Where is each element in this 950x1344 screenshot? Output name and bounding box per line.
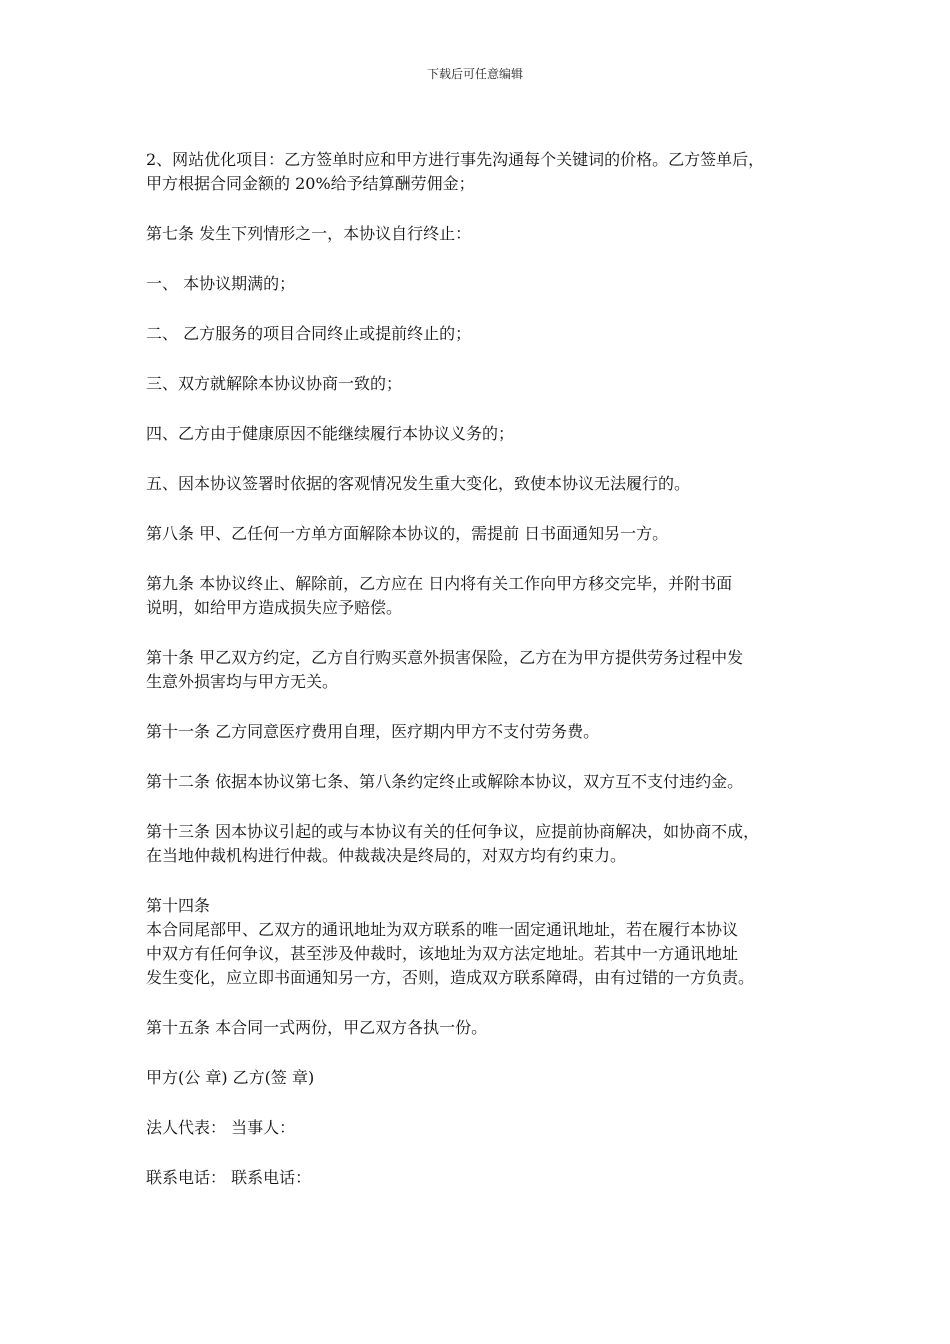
paragraph-line: 甲方(公 章) 乙方(签 章): [146, 1068, 315, 1087]
paragraph-line: 四、乙方由于健康原因不能继续履行本协议义务的；: [146, 424, 515, 443]
paragraph-line: 中双方有任何争议，甚至涉及仲裁时，该地址为双方法定地址。若其中一方通讯地址: [146, 944, 739, 963]
paragraph-line: 第十一条 乙方同意医疗费用自理，医疗期内甲方不支付劳务费。: [146, 722, 600, 741]
paragraph-line: 三、双方就解除本协议协商一致的；: [146, 374, 403, 393]
paragraph-line: 说明，如给甲方造成损失应予赔偿。: [146, 598, 403, 617]
paragraph: [146, 148, 826, 196]
paragraph-line: 2、网站优化项目：乙方签单时应和甲方进行事先沟通每个关键词的价格。乙方签单后，: [146, 150, 765, 169]
paragraph-line: 第九条 本协议终止、解除前，乙方应在 日内将有关工作向甲方移交完毕，并附书面: [146, 574, 733, 593]
paragraph-line: 本合同尾部甲、乙双方的通讯地址为双方联系的唯一固定通讯地址，若在履行本协议: [146, 920, 739, 939]
paragraph: [146, 472, 826, 496]
paragraph: [146, 820, 826, 868]
paragraph: [146, 770, 826, 794]
paragraph: [146, 372, 826, 396]
paragraph-line: 五、因本协议签署时依据的客观情况发生重大变化，致使本协议无法履行的。: [146, 474, 691, 493]
paragraph-line: 生意外损害均与甲方无关。: [146, 672, 339, 691]
paragraph-line: 甲方根据合同金额的 20%给予结算酬劳佣金；: [146, 174, 475, 193]
paragraph-line: 二、 乙方服务的项目合同终止或提前终止的；: [146, 324, 472, 343]
paragraph-line: 发生变化，应立即书面通知另一方，否则，造成双方联系障碍，由有过错的一方负责。: [146, 968, 755, 987]
paragraph-line: 在当地仲裁机构进行仲裁。仲裁裁决是终局的，对双方均有约束力。: [146, 846, 627, 865]
paragraph: [146, 222, 826, 246]
paragraph: [146, 272, 826, 296]
paragraph: [146, 422, 826, 446]
paragraph: [146, 522, 826, 546]
paragraph-line: 法人代表： 当事人：: [146, 1118, 296, 1137]
paragraph: [146, 720, 826, 744]
paragraph: [146, 1066, 826, 1090]
document-body: [146, 148, 826, 1216]
paragraph-line: 第十四条: [146, 896, 211, 915]
paragraph: [146, 894, 826, 990]
paragraph: [146, 322, 826, 346]
paragraph-line: 联系电话： 联系电话：: [146, 1168, 312, 1187]
paragraph: [146, 572, 826, 620]
paragraph: [146, 1016, 826, 1040]
paragraph: [146, 1166, 826, 1190]
paragraph-line: 第七条 发生下列情形之一，本协议自行终止：: [146, 224, 472, 243]
paragraph-line: 第十三条 因本协议引起的或与本协议有关的任何争议，应提前协商解决，如协商不成，: [146, 822, 760, 841]
paragraph-line: 第八条 甲、乙任何一方单方面解除本协议的，需提前 日书面通知另一方。: [146, 524, 669, 543]
paragraph-line: 一、 本协议期满的；: [146, 274, 296, 293]
paragraph-line: 第十二条 依据本协议第七条、第八条约定终止或解除本协议，双方互不支付违约金。: [146, 772, 744, 791]
page-header: 下载后可任意编辑: [426, 67, 523, 81]
paragraph: [146, 646, 826, 694]
paragraph-line: 第十条 甲乙双方约定，乙方自行购买意外损害保险，乙方在为甲方提供劳务过程中发: [146, 648, 744, 667]
paragraph-line: 第十五条 本合同一式两份，甲乙双方各执一份。: [146, 1018, 488, 1037]
paragraph: [146, 1116, 826, 1140]
